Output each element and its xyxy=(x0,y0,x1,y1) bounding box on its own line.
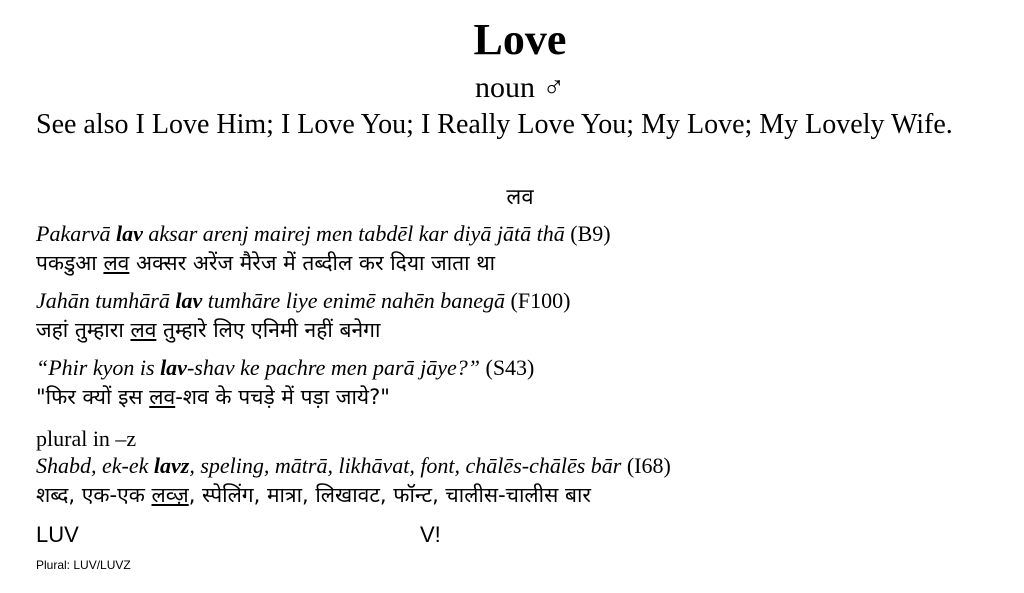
example-keyword: lav xyxy=(160,355,187,380)
example-keyword: lav xyxy=(175,288,203,313)
code-right: V! xyxy=(420,522,441,547)
example-keyword: lavz xyxy=(153,453,190,478)
example-1 xyxy=(36,220,996,278)
example-keyword-devanagari: लव xyxy=(130,318,157,342)
example-2 xyxy=(36,287,996,345)
example-transliteration: Shabd, ek-ek lavz, speling, mātrā, likhāvat, font, chālēs-chālēs bār (I68) xyxy=(36,453,671,478)
example-reference: (F100) xyxy=(505,288,571,313)
entry-title: Love xyxy=(473,15,567,64)
example-devanagari: "फिर क्यों इस लव-शव के पचड़े में पड़ा जाये?" xyxy=(36,385,390,409)
code-left: LUV xyxy=(36,522,79,547)
example-devanagari: जहां तुम्हारा लव तुम्हारे लिए एनिमी नहीं बनेगा xyxy=(36,318,381,342)
example-keyword: lav xyxy=(116,221,143,246)
example-transliteration: “Phir kyon is lav-shav ke pachre men parā jāye?” (S43) xyxy=(36,355,535,380)
example-keyword-devanagari: लव xyxy=(103,251,130,275)
part-of-speech-line xyxy=(0,70,1024,106)
plural-example xyxy=(36,452,996,510)
example-3 xyxy=(36,354,996,412)
example-keyword-devanagari: लव xyxy=(149,385,176,409)
gender-symbol-icon: ♂ xyxy=(542,71,565,104)
example-reference: (S43) xyxy=(480,355,535,380)
plural-codes: Plural: LUV/LUVZ xyxy=(36,558,131,572)
example-reference: (B9) xyxy=(564,221,611,246)
example-reference: (I68) xyxy=(621,453,671,478)
example-transliteration: Jahān tumhārā lav tumhāre liye enimē nahēn banegā (F100) xyxy=(36,288,571,313)
plural-label: plural in –z xyxy=(36,426,137,451)
part-of-speech: noun xyxy=(475,71,535,104)
see-also-text: See also I Love Him; I Love You; I Really Love You; My Love; My Lovely Wife. xyxy=(36,109,953,140)
example-devanagari: शब्द, एक-एक लव्ज़, स्पेलिंग, मात्रा, लिखावट, फॉन्ट, चालीस-चालीस बार xyxy=(36,483,591,507)
headword-devanagari: लव xyxy=(506,185,534,210)
example-devanagari: पकडुआ लव अक्सर अरेंज मैरेज में तब्दील कर दिया जाता था xyxy=(36,251,496,275)
example-keyword-devanagari: लव्ज़ xyxy=(151,483,189,507)
example-transliteration: Pakarvā lav aksar arenj mairej men tabdēl kar diyā jātā thā (B9) xyxy=(36,221,611,246)
